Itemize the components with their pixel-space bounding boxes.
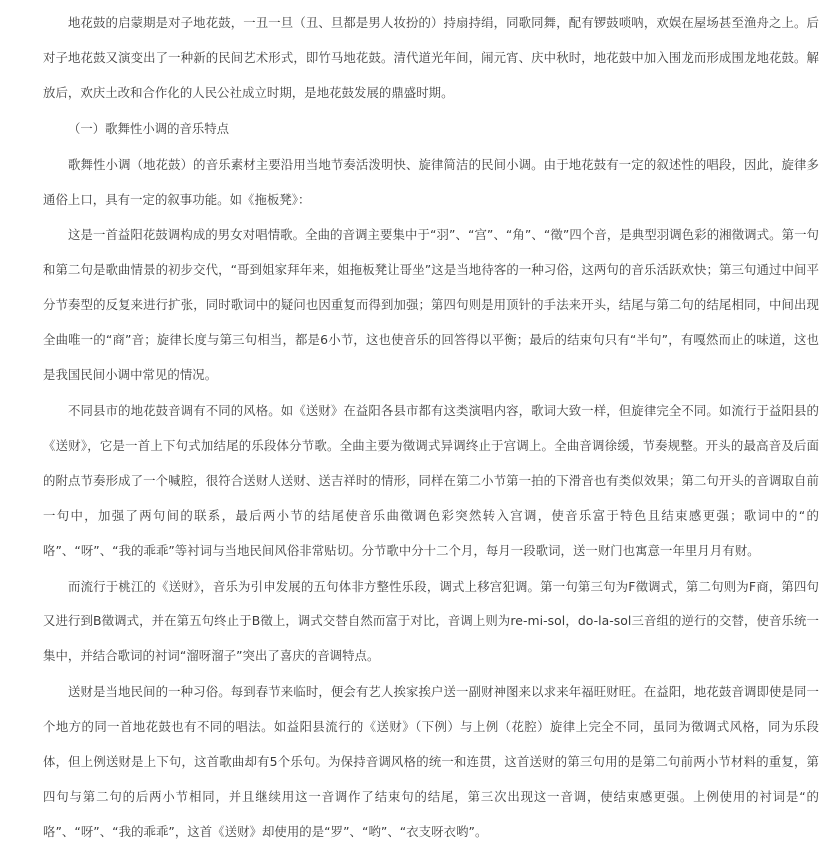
paragraph-songcai-taojiang: 而流行于桃江的《送财》，音乐为引申发展的五句体非方整性乐段，调式上移宫犯调。第一句第三句为F徵调式，第二句则为F商，第四句又进行到B徵调式，并在第五句终止于B徵上，调式交替自然而富于对比，音调上则为re-mi-sol，do-la-sol三音组的逆行的交替，使音乐统一集中，并结合歌词的衬词“溜呀溜子”突出了喜庆的音调特点。 xyxy=(43,578,819,664)
paragraph-tuobandeng-analysis: 这是一首益阳花鼓调构成的男女对唱情歌。全曲的音调主要集中于“羽”、“宫”、“角”、“徵”四个音，是典型羽调色彩的湘徵调式。第一句和第二句是歌曲情景的初步交代，“哥到姐家拜年来，姐拖板凳让哥坐”这是当地待客的一种习俗，这两句的音乐活跃欢快；第三句通过中间平分节奏型的反复来进行扩张，同时歌词中的疑问也因重复而得到加强；第四句则是用顶针的手法来开头，结尾与第二句的结尾相同，中间出现全曲唯一的“商”音；旋律长度与第三句相当，都是6小节，这也使音乐的回答得以平衡；最后的结束句只有“半句”，有嘎然而止的味道，这也是我国民间小调中常见的情况。 xyxy=(43,227,819,383)
paragraph-music-features: 歌舞性小调（地花鼓）的音乐素材主要沿用当地节奏活泼明快、旋律简洁的民间小调。由于地花鼓有一定的叙述性的唱段，因此，旋律多通俗上口，具有一定的叙事功能。如《拖板凳》： xyxy=(43,156,819,207)
paragraph-songcai-yiyang: 不同县市的地花鼓音调有不同的风格。如《送财》在益阳各县市都有这类演唱内容，歌词大致一样，但旋律完全不同。如流行于益阳县的《送财》，它是一首上下句式加结尾的乐段体分节歌。全曲主要为徵调式异调终止于宫调上。全曲音调徐缓，节奏规整。开头的最高音及后面的附点节奏形成了一个喊腔，很符合送财人送财、送吉祥时的情形，同样在第二小节第一拍的下滑音也有类似效果；第二句开头的音调取自前一句中，加强了两句间的联系，最后两小节的结尾使音乐曲徵调色彩突然转入宫调，使音乐富于特色且结束感更强；歌词中的“的咯”、“呀”、“我的乖乖”等衬词与当地民间风俗非常贴切。分节歌中分十二个月，每月一段歌词，送一财门也寓意一年里月月有财。 xyxy=(43,402,819,558)
paragraph-origin: 地花鼓的启蒙期是对子地花鼓，一丑一旦（丑、旦都是男人妆扮的）持扇持绢，同歌同舞，配有锣鼓唢呐，欢娱在屋场甚至渔舟之上。后对子地花鼓又演变出了一种新的民间艺术形式，即竹马地花鼓。清代道光年间，闹元宵、庆中秋时，地花鼓中加入围龙而形成围龙地花鼓。解放后，欢庆土改和合作化的人民公社成立时期，是地花鼓发展的鼎盛时期。 xyxy=(43,15,819,100)
paragraph-songcai-custom: 送财是当地民间的一种习俗。每到春节来临时，便会有艺人挨家挨户送一副财神图来以求来年福旺财旺。在益阳，地花鼓音调即使是同一个地方的同一首地花鼓也有不同的唱法。如益阳县流行的《送财》（下例）与上例（花腔）旋律上完全不同，虽同为徵调式风格，同为乐段体，但上例送财是上下句，这首歌曲却有5个乐句。为保持音调风格的统一和连贯，这首送财的第三句用的是第二句前两小节材料的重复，第四句与第二句的后两小节相同，并且继续用这一音调作了结束句的结尾，第三次出现这一音调，使结束感更强。上例使用的衬词是“的咯”、“呀”、“我的乖乖”，这首《送财》却使用的是“罗”、“哟”、“衣支呀衣哟”。 xyxy=(43,684,819,839)
section-heading: （一）歌舞性小调的音乐特点 xyxy=(68,120,230,136)
